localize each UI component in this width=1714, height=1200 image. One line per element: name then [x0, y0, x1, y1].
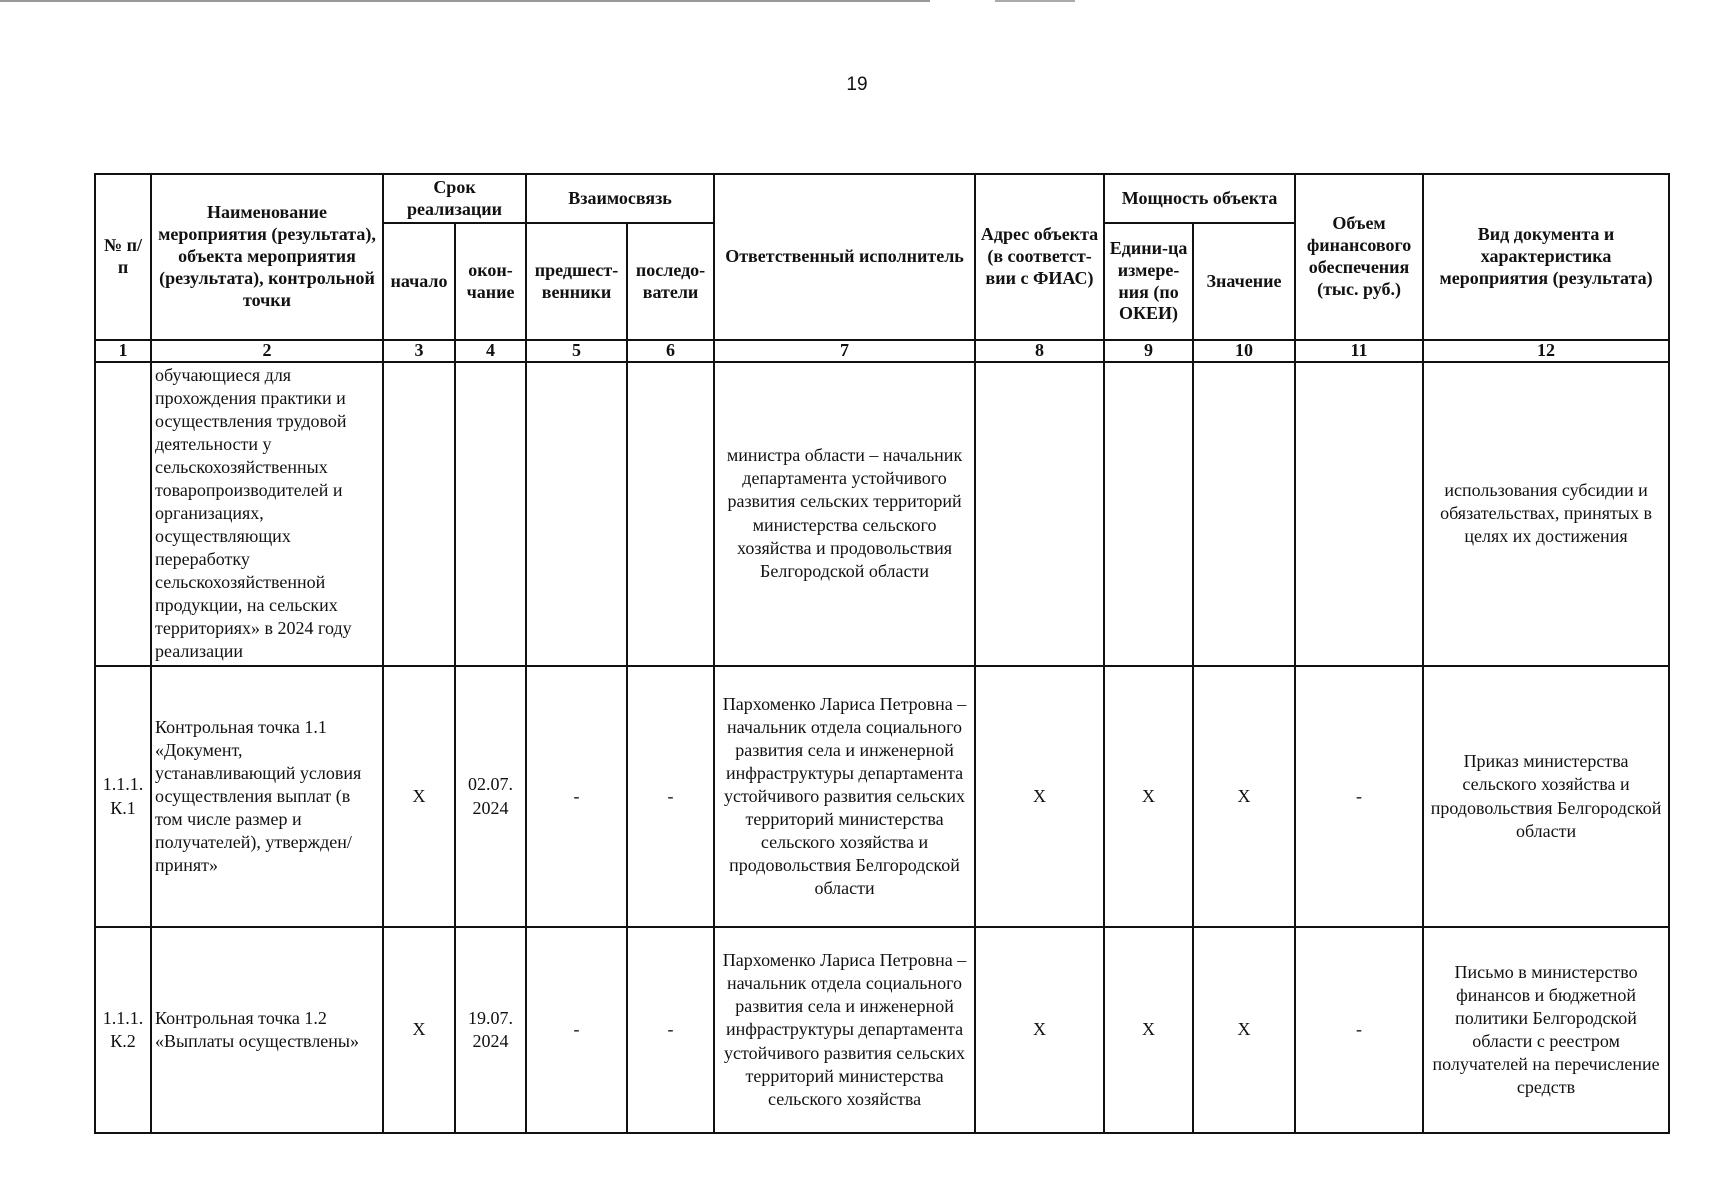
header-term-start: начало — [383, 223, 455, 340]
cell-value: X — [1193, 666, 1295, 927]
cell-name: обучающиеся для прохождения практики и осуществления трудовой деятельности у сельскохозяйственных товаропроизводителей и организациях, осуществляющих переработку сельскохозяйственной продукции, на сельских территориях» в 2024 году реализации — [151, 362, 383, 666]
cell-value: X — [1193, 927, 1295, 1133]
column-number: 4 — [455, 340, 526, 362]
cell-pred: - — [526, 927, 627, 1133]
column-number: 9 — [1104, 340, 1193, 362]
column-number: 3 — [383, 340, 455, 362]
cell-start: X — [383, 927, 455, 1133]
cell-doc: Приказ министерства сельского хозяйства и продовольствия Белгородской области — [1423, 666, 1669, 927]
scan-edge-line — [0, 0, 930, 2]
header-link-succ: последо-ватели — [627, 223, 714, 340]
column-number: 7 — [714, 340, 975, 362]
header-responsible: Ответственный исполнитель — [714, 174, 975, 340]
cell-address: X — [975, 666, 1104, 927]
measures-table — [94, 173, 1670, 1134]
scan-edge-line — [995, 0, 1075, 2]
cell-succ: - — [627, 666, 714, 927]
cell-responsible: министра области – начальник департамента устойчивого развития сельских территорий министерства сельского хозяйства и продовольствия Белгородской области — [714, 362, 975, 666]
cell-succ — [627, 362, 714, 666]
cell-num — [95, 362, 151, 666]
cell-address: X — [975, 927, 1104, 1133]
cell-name: Контрольная точка 1.2 «Выплаты осуществлены» — [151, 927, 383, 1133]
column-number: 11 — [1295, 340, 1423, 362]
header-unit: Едини-ца измере-ния (по ОКЕИ) — [1104, 223, 1193, 340]
header-finance: Объем финансового обеспечения (тыс. руб.) — [1295, 174, 1423, 340]
table-row — [95, 927, 1669, 1133]
header-term-end: окон-чание — [455, 223, 526, 340]
header-doc: Вид документа и характеристика мероприятия (результата) — [1423, 174, 1669, 340]
column-number: 10 — [1193, 340, 1295, 362]
column-number: 6 — [627, 340, 714, 362]
cell-unit: X — [1104, 927, 1193, 1133]
header-link: Взаимосвязь — [526, 174, 714, 223]
column-number: 8 — [975, 340, 1104, 362]
cell-finance: - — [1295, 666, 1423, 927]
header-address: Адрес объекта (в соответст-вии с ФИАС) — [975, 174, 1104, 340]
cell-end: 02.07. 2024 — [455, 666, 526, 927]
table-row — [95, 362, 1669, 666]
header-capacity: Мощность объекта — [1104, 174, 1295, 223]
cell-pred: - — [526, 666, 627, 927]
column-number: 5 — [526, 340, 627, 362]
header-num: № п/п — [95, 174, 151, 340]
cell-address — [975, 362, 1104, 666]
cell-finance: - — [1295, 927, 1423, 1133]
cell-value — [1193, 362, 1295, 666]
cell-doc: Письмо в министерство финансов и бюджетной политики Белгородской области с реестром получателей на перечисление средств — [1423, 927, 1669, 1133]
table-row — [95, 666, 1669, 927]
cell-start: X — [383, 666, 455, 927]
cell-succ: - — [627, 927, 714, 1133]
cell-num: 1.1.1. К.1 — [95, 666, 151, 927]
cell-unit — [1104, 362, 1193, 666]
cell-end: 19.07. 2024 — [455, 927, 526, 1133]
cell-responsible: Пархоменко Лариса Петровна – начальник отдела социального развития села и инженерной инфраструктуры департамента устойчивого развития сельских территорий министерства сельского хозяйства и продовольствия Белгородской области — [714, 666, 975, 927]
cell-responsible: Пархоменко Лариса Петровна – начальник отдела социального развития села и инженерной инфраструктуры департамента устойчивого развития сельских территорий министерства сельского хозяйства — [714, 927, 975, 1133]
header-name: Наименование мероприятия (результата), объекта мероприятия (результата), контрольной точки — [151, 174, 383, 340]
header-value: Значение — [1193, 223, 1295, 340]
column-number: 2 — [151, 340, 383, 362]
cell-finance — [1295, 362, 1423, 666]
header-link-pred: предшест-венники — [526, 223, 627, 340]
cell-num: 1.1.1. К.2 — [95, 927, 151, 1133]
page-number: 19 — [846, 74, 868, 95]
header-term: Срок реализации — [383, 174, 526, 223]
column-number: 1 — [95, 340, 151, 362]
cell-name: Контрольная точка 1.1 «Документ, устанавливающий условия осуществления выплат (в том числе размер и получателей), утвержден/принят» — [151, 666, 383, 927]
cell-doc: использования субсидии и обязательствах, принятых в целях их достижения — [1423, 362, 1669, 666]
cell-end — [455, 362, 526, 666]
cell-start — [383, 362, 455, 666]
cell-unit: X — [1104, 666, 1193, 927]
cell-pred — [526, 362, 627, 666]
column-number: 12 — [1423, 340, 1669, 362]
